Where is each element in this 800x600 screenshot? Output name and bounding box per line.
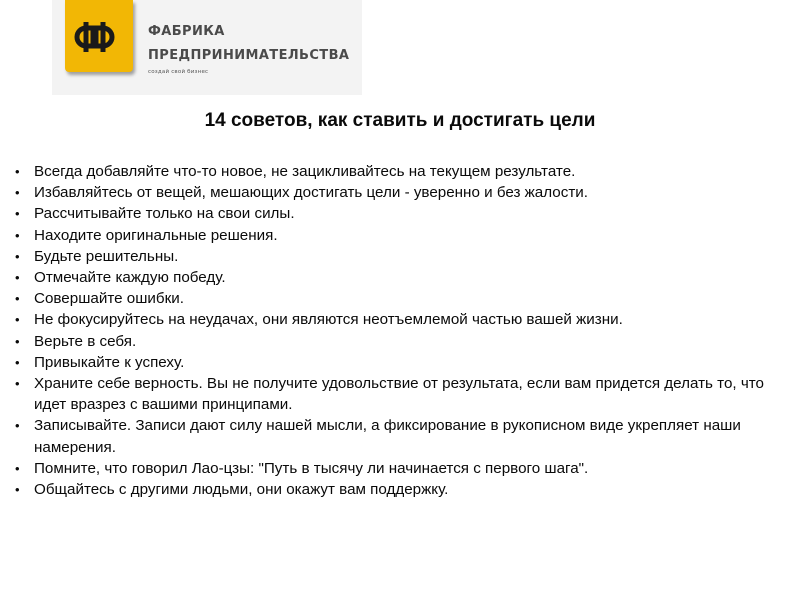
logo-line1: ФАБРИКА [148,24,225,39]
tip-item [15,458,775,479]
tip-text: Привыкайте к успеху. [34,353,185,371]
tip-text: Всегда добавляйте что-то новое, не зацикливайтесь на текущем результате. [34,163,576,180]
bullet-icon: • [15,291,20,307]
tip-item [15,246,775,267]
bullet-icon: • [15,248,20,264]
tip-text: Избавляйтесь от вещей, мешающих достигать цели - уверенно и без жалости. [34,184,588,202]
tip-item [15,288,775,309]
tip-text: Храните себе верность. Вы не получите удовольствие от результата, если вам придется делать то, что идет вразрез с вашими принципами. [34,375,764,414]
tip-text: Будьте решительны. [34,247,179,265]
tip-text: Не фокусируйтесь на неудачах, они являются неотъемлемой частью вашей жизни. [34,311,623,329]
tip-text: Помните, что говорил Лао-цзы: "Путь в тысячу ли начинается с первого шага". [34,459,589,477]
bullet-icon: • [15,185,20,201]
tip-text: Находите оригинальные решения. [34,226,278,244]
tip-item [15,309,775,330]
tip-text: Записывайте. Записи дают силу нашей мысли, а фиксирование в рукописном виде укрепляет наши намерения. [34,417,741,456]
bullet-icon: • [15,312,20,328]
bullet-icon: • [15,460,20,476]
bullet-icon: • [15,227,20,243]
logo-line2: ПРЕДПРИНИМАТЕЛЬСТВА [148,48,350,63]
tip-item [15,161,775,182]
tip-item [15,182,775,203]
tip-text: Общайтесь с другими людьми, они окажут вам поддержку. [34,481,449,499]
tips-list [15,161,775,500]
tip-item [15,203,775,224]
ff-monogram-icon [65,0,133,72]
tip-item [15,415,775,457]
bullet-icon: • [15,270,20,286]
tip-text: Рассчитывайте только на свои силы. [34,205,295,223]
tip-text: Отмечайте каждую победу. [34,269,226,287]
tip-item [15,267,775,288]
tip-item [15,331,775,352]
bullet-icon: • [15,376,20,392]
bullet-icon: • [15,418,20,434]
bullet-icon: • [15,206,20,222]
logo-tagline: создай свой бизнес [148,69,209,75]
tip-text: Верьте в себя. [34,332,137,350]
bullet-icon: • [15,164,20,179]
tip-item [15,225,775,246]
logo-text [148,24,349,76]
page-title: 14 советов, как ставить и достигать цели [204,110,596,131]
bullet-icon: • [15,482,20,498]
tip-text: Совершайте ошибки. [34,290,184,308]
tip-item [15,479,775,500]
bullet-icon: • [15,354,20,370]
bullet-icon: • [15,333,20,349]
tip-item [15,373,775,415]
tip-item [15,352,775,373]
logo [52,0,362,95]
